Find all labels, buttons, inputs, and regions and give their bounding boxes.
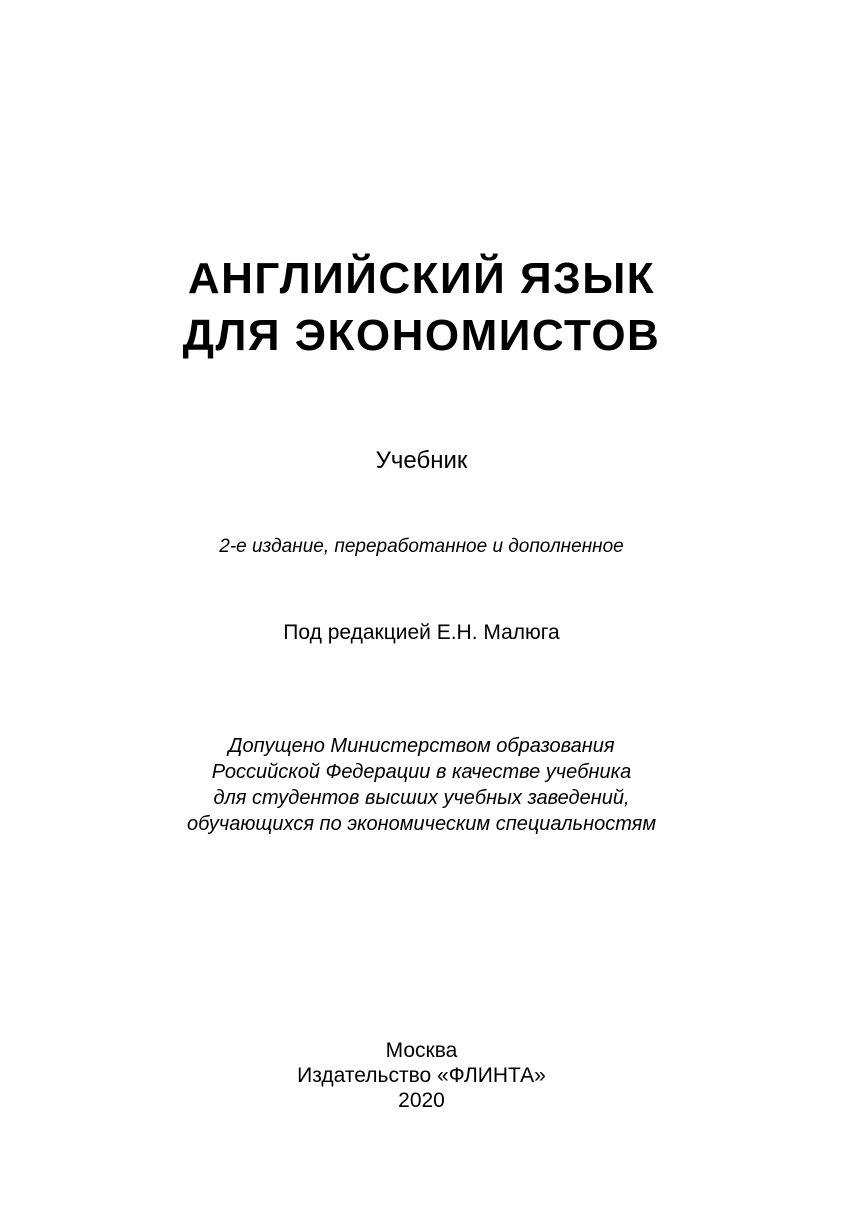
imprint: [0, 1038, 843, 1113]
approval-line: для студентов высших учебных заведений,: [213, 787, 630, 809]
book-title-line-1: АНГЛИЙСКИЙ ЯЗЫК: [187, 254, 656, 303]
edition-note: 2-е издание, переработанное и дополненное: [219, 536, 624, 557]
document-type: Учебник: [375, 447, 468, 474]
editor-credit: Под редакцией Е.Н. Малюга: [283, 621, 560, 644]
imprint-year: 2020: [398, 1089, 445, 1112]
approval-statement: [0, 733, 843, 837]
book-title: [0, 250, 843, 364]
approval-line: Российской Федерации в качестве учебника: [211, 761, 632, 783]
imprint-publisher: Издательство «ФЛИНТА»: [297, 1064, 546, 1087]
approval-line: Допущено Министерством образования: [228, 735, 615, 757]
imprint-city: Москва: [385, 1039, 458, 1062]
approval-line: обучающихся по экономическим специальностям: [186, 813, 657, 835]
book-title-line-2: ДЛЯ ЭКОНОМИСТОВ: [182, 311, 661, 360]
